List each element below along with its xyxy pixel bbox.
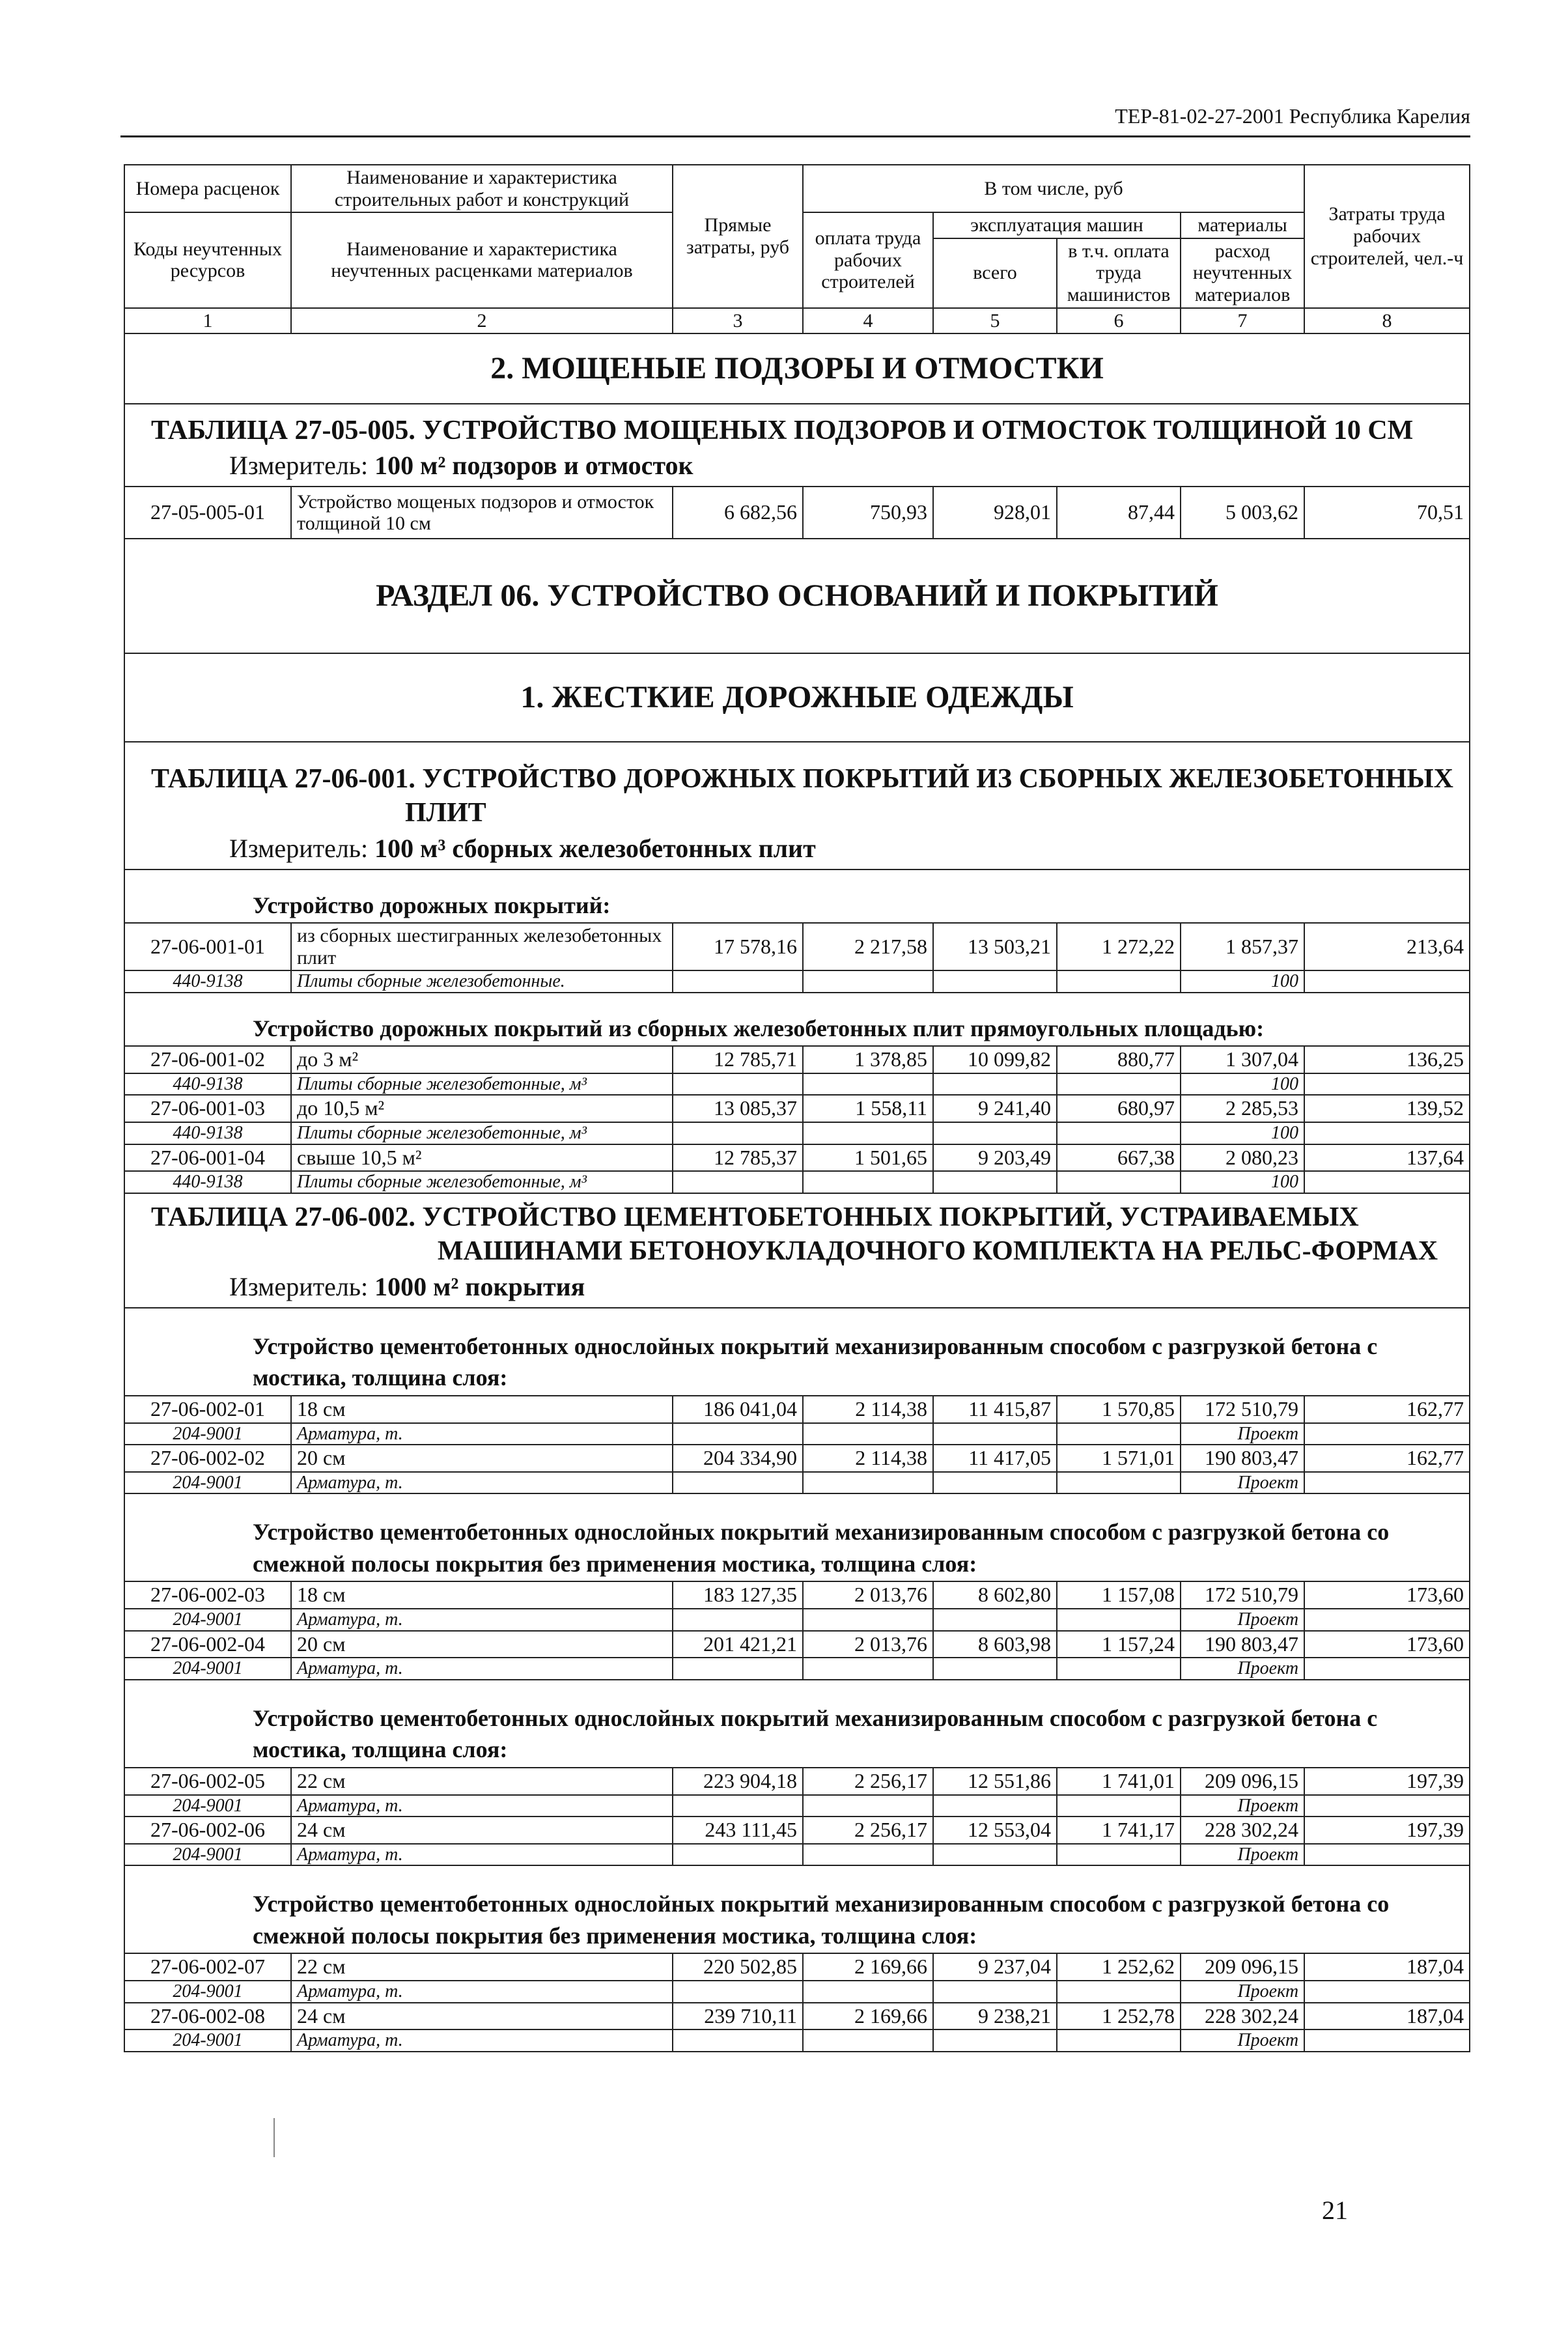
empty-cell xyxy=(1304,1171,1470,1193)
resource-row xyxy=(124,1073,1470,1095)
work-name: 24 см xyxy=(291,2003,673,2030)
materials-cost: 190 803,47 xyxy=(1181,1445,1304,1472)
empty-cell xyxy=(803,2029,933,2051)
col-number: 1 xyxy=(124,308,291,334)
table-row xyxy=(124,1046,1470,1073)
machinist-pay: 1 252,78 xyxy=(1057,2003,1181,2030)
table-row xyxy=(124,1581,1470,1609)
labor-hours: 197,39 xyxy=(1304,1817,1470,1844)
labor-pay: 2 256,17 xyxy=(803,1817,933,1844)
empty-cell xyxy=(1304,1981,1470,2002)
empty-cell xyxy=(803,1073,933,1095)
rate-code: 27-06-002-05 xyxy=(124,1768,291,1795)
table-title-line2: МАШИНАМИ БЕТОНОУКЛАДОЧНОГО КОМПЛЕКТА НА РЕЛЬС-ФОРМАХ xyxy=(437,1236,1438,1267)
empty-cell xyxy=(803,1171,933,1193)
table-row xyxy=(124,487,1470,539)
labor-pay: 2 217,58 xyxy=(803,923,933,970)
empty-cell xyxy=(673,1472,803,1493)
empty-cell xyxy=(933,1122,1057,1144)
empty-cell xyxy=(1057,1472,1181,1493)
empty-cell xyxy=(803,1609,933,1630)
labor-hours: 136,25 xyxy=(1304,1046,1470,1073)
resource-qty: 100 xyxy=(1181,1171,1304,1193)
table-title-line1: ТАБЛИЦА 27-06-002. УСТРОЙСТВО ЦЕМЕНТОБЕТОННЫХ ПОКРЫТИЙ, УСТРАИВАЕМЫХ xyxy=(151,1202,1359,1232)
empty-cell xyxy=(1057,1423,1181,1445)
empty-cell xyxy=(673,1844,803,1865)
empty-cell xyxy=(673,1658,803,1679)
empty-cell xyxy=(933,1658,1057,1679)
labor-hours: 187,04 xyxy=(1304,2003,1470,2030)
direct-cost: 17 578,16 xyxy=(673,923,803,970)
labor-hours: 173,60 xyxy=(1304,1631,1470,1658)
col-group-machines: эксплуатация машин xyxy=(933,212,1181,238)
empty-cell xyxy=(1057,1658,1181,1679)
work-name: до 10,5 м² xyxy=(291,1095,673,1122)
resource-name: Арматура, т. xyxy=(291,1795,673,1817)
empty-cell xyxy=(1057,1981,1181,2002)
resource-qty: Проект xyxy=(1181,1609,1304,1630)
labor-hours: 137,64 xyxy=(1304,1144,1470,1172)
resource-qty: Проект xyxy=(1181,2029,1304,2051)
resource-code: 204-9001 xyxy=(124,2029,291,2051)
table-heading xyxy=(124,742,1470,833)
direct-cost: 201 421,21 xyxy=(673,1631,803,1658)
col-number: 4 xyxy=(803,308,933,334)
materials-cost: 1 857,37 xyxy=(1181,923,1304,970)
direct-cost: 13 085,37 xyxy=(673,1095,803,1122)
direct-cost: 239 710,11 xyxy=(673,2003,803,2030)
machines-total: 11 415,87 xyxy=(933,1396,1057,1423)
measure-value: 1000 м² покрытия xyxy=(374,1271,585,1301)
bottom-rule xyxy=(273,2118,275,2157)
direct-cost: 204 334,90 xyxy=(673,1445,803,1472)
machines-total: 9 203,49 xyxy=(933,1144,1057,1172)
empty-cell xyxy=(803,1658,933,1679)
table-row xyxy=(124,1396,1470,1423)
measure-line xyxy=(124,450,1470,487)
table-row xyxy=(124,1953,1470,1981)
materials-cost: 172 510,79 xyxy=(1181,1581,1304,1609)
resource-row xyxy=(124,1795,1470,1817)
group-heading: Устройство цементобетонных однослойных покрытий механизированным способом с разгрузкой бетона с мостика, толщина слоя: xyxy=(124,1308,1470,1396)
materials-cost: 172 510,79 xyxy=(1181,1396,1304,1423)
col-number: 5 xyxy=(933,308,1057,334)
resource-code: 440-9138 xyxy=(124,1073,291,1095)
col-direct-costs: Прямые затраты, руб xyxy=(673,165,803,308)
labor-pay: 2 169,66 xyxy=(803,2003,933,2030)
resource-qty: Проект xyxy=(1181,1658,1304,1679)
labor-pay: 2 114,38 xyxy=(803,1445,933,1472)
empty-cell xyxy=(1304,1122,1470,1144)
empty-cell xyxy=(1057,1171,1181,1193)
machines-total: 12 551,86 xyxy=(933,1768,1057,1795)
resource-name: Арматура, т. xyxy=(291,1609,673,1630)
materials-cost: 228 302,24 xyxy=(1181,1817,1304,1844)
empty-cell xyxy=(933,1609,1057,1630)
labor-pay: 2 169,66 xyxy=(803,1953,933,1981)
resource-qty: Проект xyxy=(1181,1472,1304,1493)
machinist-pay: 1 272,22 xyxy=(1057,923,1181,970)
empty-cell xyxy=(803,1423,933,1445)
work-name: 22 см xyxy=(291,1953,673,1981)
labor-pay: 1 378,85 xyxy=(803,1046,933,1073)
empty-cell xyxy=(933,1073,1057,1095)
empty-cell xyxy=(803,1122,933,1144)
empty-cell xyxy=(933,1844,1057,1865)
rate-code: 27-06-002-03 xyxy=(124,1581,291,1609)
table-header xyxy=(124,165,1470,333)
rate-code: 27-06-001-04 xyxy=(124,1144,291,1172)
work-name: свыше 10,5 м² xyxy=(291,1144,673,1172)
rate-code: 27-06-001-03 xyxy=(124,1095,291,1122)
resource-row xyxy=(124,2029,1470,2051)
resource-row xyxy=(124,1981,1470,2002)
empty-cell xyxy=(803,1981,933,2002)
empty-cell xyxy=(673,1122,803,1144)
machines-total: 928,01 xyxy=(933,487,1057,539)
measure-prefix: Измеритель: xyxy=(229,451,375,481)
resource-qty: 100 xyxy=(1181,1122,1304,1144)
empty-cell xyxy=(1304,1609,1470,1630)
materials-cost: 209 096,15 xyxy=(1181,1768,1304,1795)
table-row xyxy=(124,1768,1470,1795)
empty-cell xyxy=(1057,1795,1181,1817)
resource-code: 204-9001 xyxy=(124,1472,291,1493)
direct-cost: 243 111,45 xyxy=(673,1817,803,1844)
machinist-pay: 1 570,85 xyxy=(1057,1396,1181,1423)
direct-cost: 12 785,37 xyxy=(673,1144,803,1172)
empty-cell xyxy=(933,1171,1057,1193)
empty-cell xyxy=(1304,2029,1470,2051)
table-title-line2: ПЛИТ xyxy=(405,798,486,828)
resource-name: Плиты сборные железобетонные. xyxy=(291,970,673,992)
group-heading: Устройство цементобетонных однослойных покрытий механизированным способом с разгрузкой бетона с мостика, толщина слоя: xyxy=(124,1680,1470,1768)
empty-cell xyxy=(1057,1122,1181,1144)
header-rule xyxy=(120,135,1470,137)
col-work-name: Наименование и характеристика строительных работ и конструкций xyxy=(291,165,673,212)
rate-code: 27-06-002-02 xyxy=(124,1445,291,1472)
direct-cost: 220 502,85 xyxy=(673,1953,803,1981)
resource-row xyxy=(124,1122,1470,1144)
measure-line xyxy=(124,833,1470,870)
measure-value: 100 м³ сборных железобетонных плит xyxy=(374,833,816,863)
empty-cell xyxy=(673,1171,803,1193)
resource-row xyxy=(124,1423,1470,1445)
group-heading: Устройство дорожных покрытий из сборных железобетонных плит прямоугольных площадью: xyxy=(124,993,1470,1047)
direct-cost: 12 785,71 xyxy=(673,1046,803,1073)
direct-cost: 6 682,56 xyxy=(673,487,803,539)
col-group-including: В том числе, руб xyxy=(803,165,1304,212)
labor-pay: 1 501,65 xyxy=(803,1144,933,1172)
group-heading: Устройство цементобетонных однослойных покрытий механизированным способом с разгрузкой бетона со смежной полосы покрытия без применения мостика, толщина слоя: xyxy=(124,1865,1470,1953)
machines-total: 9 241,40 xyxy=(933,1095,1057,1122)
empty-cell xyxy=(673,1795,803,1817)
labor-hours: 139,52 xyxy=(1304,1095,1470,1122)
rate-code: 27-06-002-06 xyxy=(124,1817,291,1844)
empty-cell xyxy=(1057,1073,1181,1095)
section-heading: 2. МОЩЕНЫЕ ПОДЗОРЫ И ОТМОСТКИ xyxy=(124,333,1470,404)
machinist-pay: 1 157,24 xyxy=(1057,1631,1181,1658)
materials-cost: 228 302,24 xyxy=(1181,2003,1304,2030)
empty-cell xyxy=(1304,1423,1470,1445)
resource-code: 204-9001 xyxy=(124,1795,291,1817)
empty-cell xyxy=(933,1795,1057,1817)
col-machinist-pay: в т.ч. оплата труда машинистов xyxy=(1057,238,1181,308)
work-name: 18 см xyxy=(291,1396,673,1423)
machines-total: 8 603,98 xyxy=(933,1631,1057,1658)
empty-cell xyxy=(803,1795,933,1817)
empty-cell xyxy=(803,1844,933,1865)
table-title-line1: ТАБЛИЦА 27-06-001. УСТРОЙСТВО ДОРОЖНЫХ ПОКРЫТИЙ ИЗ СБОРНЫХ ЖЕЛЕЗОБЕТОННЫХ xyxy=(151,763,1453,794)
labor-pay: 2 114,38 xyxy=(803,1396,933,1423)
empty-cell xyxy=(933,1423,1057,1445)
empty-cell xyxy=(673,1423,803,1445)
resource-qty: Проект xyxy=(1181,1423,1304,1445)
work-name: из сборных шестигранных железобетонных плит xyxy=(291,923,673,970)
resource-code: 204-9001 xyxy=(124,1423,291,1445)
col-material-consumption: расход неучтенных материалов xyxy=(1181,238,1304,308)
col-labor-pay: оплата труда рабочих строителей xyxy=(803,212,933,307)
rates-page xyxy=(124,164,1469,2052)
labor-hours: 173,60 xyxy=(1304,1581,1470,1609)
empty-cell xyxy=(1304,1073,1470,1095)
col-number: 6 xyxy=(1057,308,1181,334)
rate-code: 27-06-002-07 xyxy=(124,1953,291,1981)
materials-cost: 190 803,47 xyxy=(1181,1631,1304,1658)
table-row xyxy=(124,1631,1470,1658)
rate-code: 27-06-002-04 xyxy=(124,1631,291,1658)
table-row xyxy=(124,2003,1470,2030)
machinist-pay: 1 157,08 xyxy=(1057,1581,1181,1609)
resource-name: Плиты сборные железобетонные, м³ xyxy=(291,1171,673,1193)
col-number: 3 xyxy=(673,308,803,334)
empty-cell xyxy=(803,1472,933,1493)
col-number: 2 xyxy=(291,308,673,334)
column-numbers-row xyxy=(124,308,1470,334)
col-material-name: Наименование и характеристика неучтенных расценками материалов xyxy=(291,212,673,307)
document-code: ТЕР-81-02-27-2001 Республика Карелия xyxy=(1115,104,1470,128)
empty-cell xyxy=(1304,1472,1470,1493)
resource-name: Арматура, т. xyxy=(291,2029,673,2051)
table-row xyxy=(124,1095,1470,1122)
rate-code: 27-06-001-01 xyxy=(124,923,291,970)
section-heading: 1. ЖЕСТКИЕ ДОРОЖНЫЕ ОДЕЖДЫ xyxy=(124,653,1470,742)
machinist-pay: 680,97 xyxy=(1057,1095,1181,1122)
resource-code: 440-9138 xyxy=(124,1122,291,1144)
resource-row xyxy=(124,1171,1470,1193)
resource-name: Арматура, т. xyxy=(291,1844,673,1865)
empty-cell xyxy=(933,1981,1057,2002)
resource-row xyxy=(124,1609,1470,1630)
col-number: 7 xyxy=(1181,308,1304,334)
resource-code: 204-9001 xyxy=(124,1981,291,2002)
materials-cost: 5 003,62 xyxy=(1181,487,1304,539)
rate-code: 27-05-005-01 xyxy=(124,487,291,539)
work-name: до 3 м² xyxy=(291,1046,673,1073)
machinist-pay: 880,77 xyxy=(1057,1046,1181,1073)
rate-code: 27-06-002-01 xyxy=(124,1396,291,1423)
resource-code: 204-9001 xyxy=(124,1658,291,1679)
col-resource-codes: Коды неучтенных ресурсов xyxy=(124,212,291,307)
work-name: 18 см xyxy=(291,1581,673,1609)
labor-pay: 2 013,76 xyxy=(803,1581,933,1609)
materials-cost: 2 080,23 xyxy=(1181,1144,1304,1172)
page-number: 21 xyxy=(1322,2196,1348,2225)
empty-cell xyxy=(1057,1844,1181,1865)
direct-cost: 186 041,04 xyxy=(673,1396,803,1423)
work-name: 20 см xyxy=(291,1445,673,1472)
measure-prefix: Измеритель: xyxy=(229,1271,375,1301)
labor-hours: 162,77 xyxy=(1304,1396,1470,1423)
materials-cost: 2 285,53 xyxy=(1181,1095,1304,1122)
work-name: 24 см xyxy=(291,1817,673,1844)
resource-qty: Проект xyxy=(1181,1981,1304,2002)
empty-cell xyxy=(933,2029,1057,2051)
work-name: Устройство мощеных подзоров и отмосток толщиной 10 см xyxy=(291,487,673,539)
labor-hours: 70,51 xyxy=(1304,487,1470,539)
machinist-pay: 1 741,17 xyxy=(1057,1817,1181,1844)
empty-cell xyxy=(1304,1795,1470,1817)
machines-total: 9 238,21 xyxy=(933,2003,1057,2030)
machinist-pay: 1 741,01 xyxy=(1057,1768,1181,1795)
resource-qty: Проект xyxy=(1181,1795,1304,1817)
labor-pay: 750,93 xyxy=(803,487,933,539)
col-number: 8 xyxy=(1304,308,1470,334)
labor-pay: 1 558,11 xyxy=(803,1095,933,1122)
resource-name: Плиты сборные железобетонные, м³ xyxy=(291,1073,673,1095)
empty-cell xyxy=(673,1609,803,1630)
work-name: 20 см xyxy=(291,1631,673,1658)
empty-cell xyxy=(1057,2029,1181,2051)
empty-cell xyxy=(1304,1844,1470,1865)
measure-prefix: Измеритель: xyxy=(229,833,375,863)
labor-hours: 187,04 xyxy=(1304,1953,1470,1981)
table-row xyxy=(124,1445,1470,1472)
resource-name: Плиты сборные железобетонные, м³ xyxy=(291,1122,673,1144)
resource-qty: 100 xyxy=(1181,970,1304,992)
resource-row xyxy=(124,970,1470,992)
resource-qty: 100 xyxy=(1181,1073,1304,1095)
labor-hours: 213,64 xyxy=(1304,923,1470,970)
col-rate-numbers: Номера расценок xyxy=(124,165,291,212)
machinist-pay: 87,44 xyxy=(1057,487,1181,539)
machinist-pay: 667,38 xyxy=(1057,1144,1181,1172)
direct-cost: 183 127,35 xyxy=(673,1581,803,1609)
table-body xyxy=(124,333,1470,2052)
labor-hours: 162,77 xyxy=(1304,1445,1470,1472)
empty-cell xyxy=(1304,1658,1470,1679)
empty-cell xyxy=(673,2029,803,2051)
resource-code: 204-9001 xyxy=(124,1609,291,1630)
empty-cell xyxy=(673,1073,803,1095)
resource-row xyxy=(124,1658,1470,1679)
resource-row xyxy=(124,1472,1470,1493)
empty-cell xyxy=(933,1472,1057,1493)
machines-total: 13 503,21 xyxy=(933,923,1057,970)
resource-name: Арматура, т. xyxy=(291,1423,673,1445)
resource-code: 440-9138 xyxy=(124,1171,291,1193)
group-heading: Устройство дорожных покрытий: xyxy=(124,870,1470,924)
table-row xyxy=(124,923,1470,970)
machines-total: 8 602,80 xyxy=(933,1581,1057,1609)
resource-name: Арматура, т. xyxy=(291,1658,673,1679)
machines-total: 9 237,04 xyxy=(933,1953,1057,1981)
materials-cost: 209 096,15 xyxy=(1181,1953,1304,1981)
col-machines-total: всего xyxy=(933,238,1057,308)
col-labor-hours: Затраты труда рабочих строителей, чел.-ч xyxy=(1304,165,1470,308)
rate-code: 27-06-002-08 xyxy=(124,2003,291,2030)
empty-cell xyxy=(673,1981,803,2002)
razdel-heading: РАЗДЕЛ 06. УСТРОЙСТВО ОСНОВАНИЙ И ПОКРЫТИЙ xyxy=(124,539,1470,653)
direct-cost: 223 904,18 xyxy=(673,1768,803,1795)
labor-pay: 2 256,17 xyxy=(803,1768,933,1795)
table-heading: ТАБЛИЦА 27-05-005. УСТРОЙСТВО МОЩЕНЫХ ПОДЗОРОВ И ОТМОСТОК ТОЛЩИНОЙ 10 СМ xyxy=(124,404,1470,451)
materials-cost: 1 307,04 xyxy=(1181,1046,1304,1073)
resource-name: Арматура, т. xyxy=(291,1472,673,1493)
machines-total: 12 553,04 xyxy=(933,1817,1057,1844)
machinist-pay: 1 571,01 xyxy=(1057,1445,1181,1472)
resource-name: Арматура, т. xyxy=(291,1981,673,2002)
resource-qty: Проект xyxy=(1181,1844,1304,1865)
work-name: 22 см xyxy=(291,1768,673,1795)
labor-pay: 2 013,76 xyxy=(803,1631,933,1658)
rates-table xyxy=(124,164,1470,2052)
machines-total: 10 099,82 xyxy=(933,1046,1057,1073)
rate-code: 27-06-001-02 xyxy=(124,1046,291,1073)
machines-total: 11 417,05 xyxy=(933,1445,1057,1472)
group-heading: Устройство цементобетонных однослойных покрытий механизированным способом с разгрузкой бетона со смежной полосы покрытия без применения мостика, толщина слоя: xyxy=(124,1493,1470,1581)
table-heading xyxy=(124,1193,1470,1271)
table-row xyxy=(124,1817,1470,1844)
table-row xyxy=(124,1144,1470,1172)
resource-row xyxy=(124,1844,1470,1865)
empty-cell xyxy=(1057,1609,1181,1630)
measure-value: 100 м² подзоров и отмосток xyxy=(374,451,693,481)
resource-code: 204-9001 xyxy=(124,1844,291,1865)
col-group-materials: материалы xyxy=(1181,212,1304,238)
measure-line xyxy=(124,1271,1470,1308)
labor-hours: 197,39 xyxy=(1304,1768,1470,1795)
resource-code: 440-9138 xyxy=(124,970,291,992)
machinist-pay: 1 252,62 xyxy=(1057,1953,1181,1981)
